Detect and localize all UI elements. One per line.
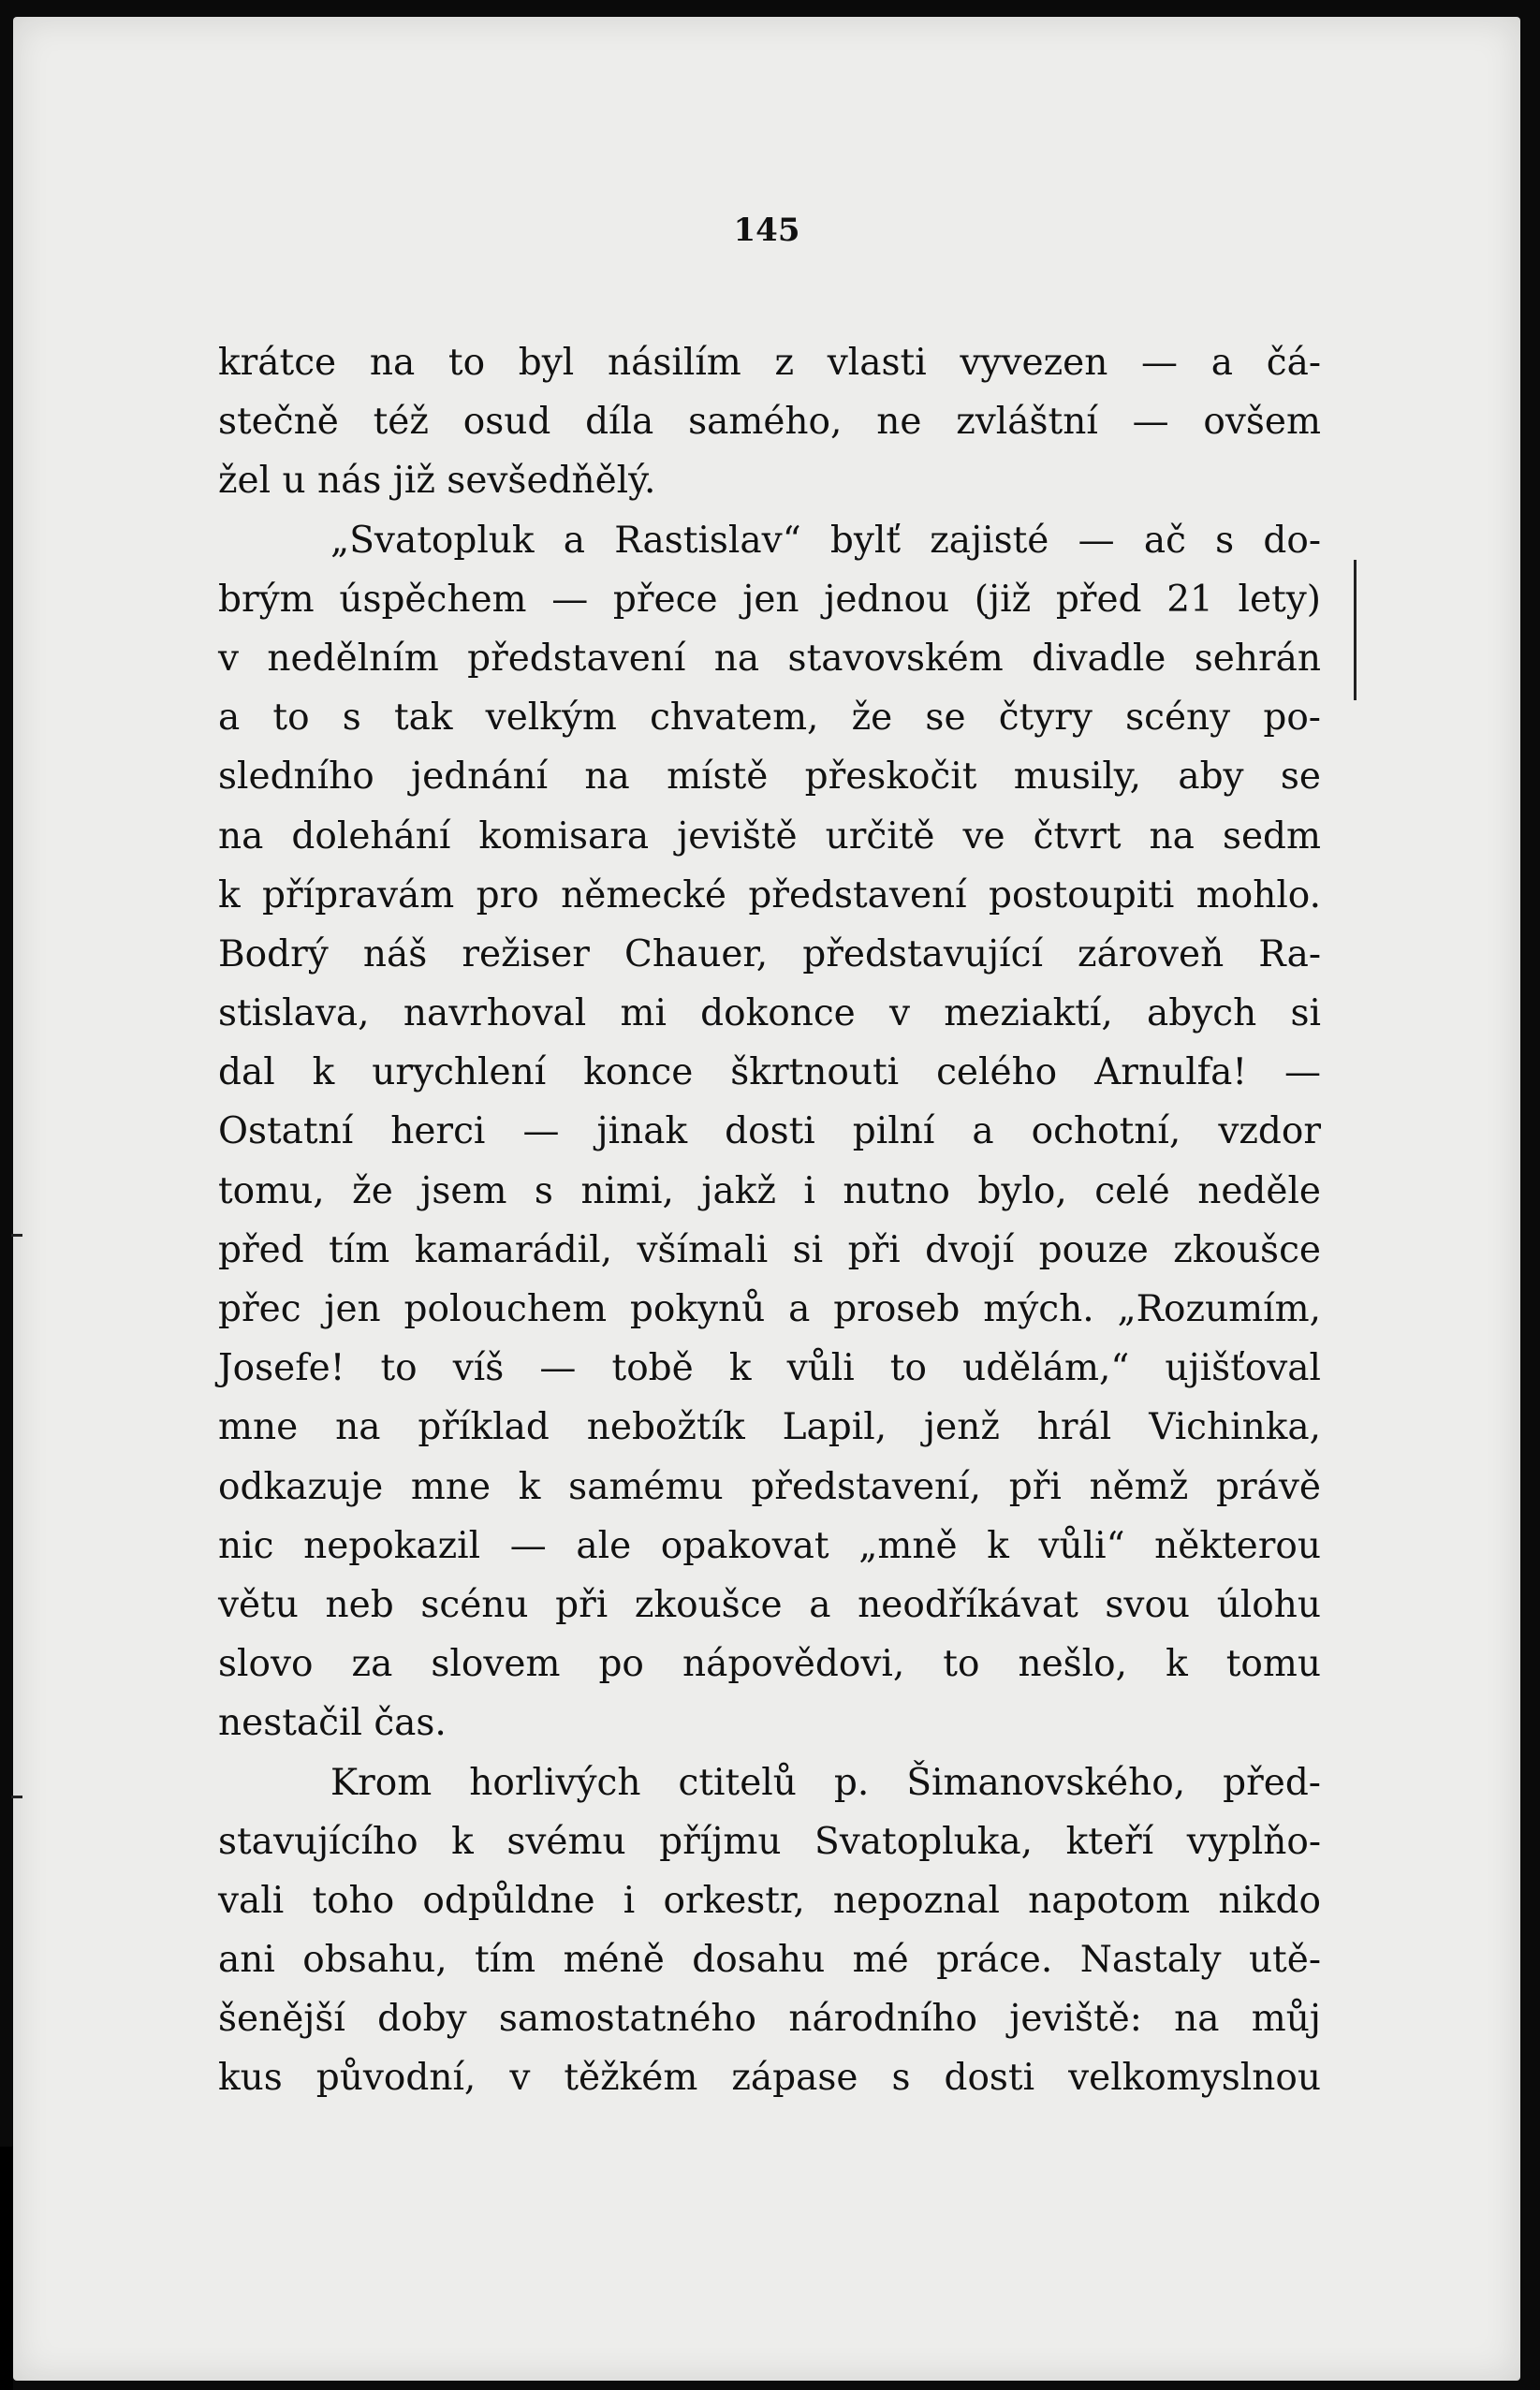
text-line: Krom horlivých ctitelů p. Šimanovského, před- [330,1761,1321,1804]
text-line: žel u nás již sevšedňělý. [218,460,656,503]
text-line: ani obsahu, tím méně dosahu mé práce. Nastaly utě- [218,1939,1321,1982]
text-line: Bodrý náš režiser Chauer, představující zároveň Ra- [218,932,1321,975]
text-line: tomu, že jsem s nimi, jakž i nutno bylo, celé neděle [218,1169,1321,1212]
text-line: vali toho odpůldne i orkestr, nepoznal napotom nikdo [218,1879,1321,1922]
text-line: před tím kamarádil, všímali si při dvojí pouze zkoušce [218,1228,1321,1271]
text-line: šenější doby samostatného národního jeviště: na můj [218,1998,1321,2041]
text-line: krátce na to byl násilím z vlasti vyvezen — a čá- [218,342,1321,384]
text-line: mne na příklad nebožtík Lapil, jenž hrál Vichinka, [218,1406,1321,1449]
text-line: větu neb scénu při zkoušce a neodříkávat svou úlohu [218,1583,1321,1626]
text-line: stislava, navrhoval mi dokonce v meziaktí, abych si [218,992,1321,1035]
scan-artifact [11,1234,22,1237]
text-line: nestačil čas. [218,1702,447,1745]
text-line: kus původní, v těžkém zápase s dosti velkomyslnou [218,2057,1321,2100]
text-line: nic nepokazil — ale opakovat „mně k vůli“ některou [218,1524,1321,1567]
book-page [13,17,1520,2381]
text-line: sledního jednání na místě přeskočit musily, aby se [218,755,1321,799]
text-line: Josefe! to víš — tobě k vůli to udělám,“ ujišťoval [218,1347,1321,1390]
scan-artifact [1354,560,1357,700]
text-line: k přípravám pro německé představení postoupiti mohlo. [218,873,1321,916]
text-line: přec jen polouchem pokynů a proseb mých. „Rozumím, [218,1288,1321,1330]
body-text [218,333,1321,2108]
text-line: dal k urychlení konce škrtnouti celého Arnulfa! — [218,1051,1321,1094]
text-line: a to s tak velkým chvatem, že se čtyry scény po- [218,696,1321,740]
text-line: brým úspěchem — přece jen jednou (již před 21 lety) [218,578,1321,621]
text-line: na dolehání komisara jeviště určitě ve čtvrt na sedm [218,814,1321,858]
scan-artifact [11,1796,22,1798]
text-line: v nedělním představení na stavovském divadle sehrán [218,637,1321,680]
text-line: stečně též osud díla samého, ne zvláštní — ovšem [218,401,1321,444]
text-line: „Svatopluk a Rastislav“ bylť zajisté — ač s do- [330,519,1321,562]
page-number: 145 [733,212,800,249]
page-binding-edge [0,2147,13,2390]
text-line: stavujícího k svému příjmu Svatopluka, kteří vyplňo- [218,1820,1321,1863]
text-line: Ostatní herci — jinak dosti pilní a ochotní, vzdor [218,1110,1321,1153]
text-line: odkazuje mne k samému představení, při němž právě [218,1465,1321,1508]
text-line: slovo za slovem po nápovědovi, to nešlo, k tomu [218,1643,1321,1686]
